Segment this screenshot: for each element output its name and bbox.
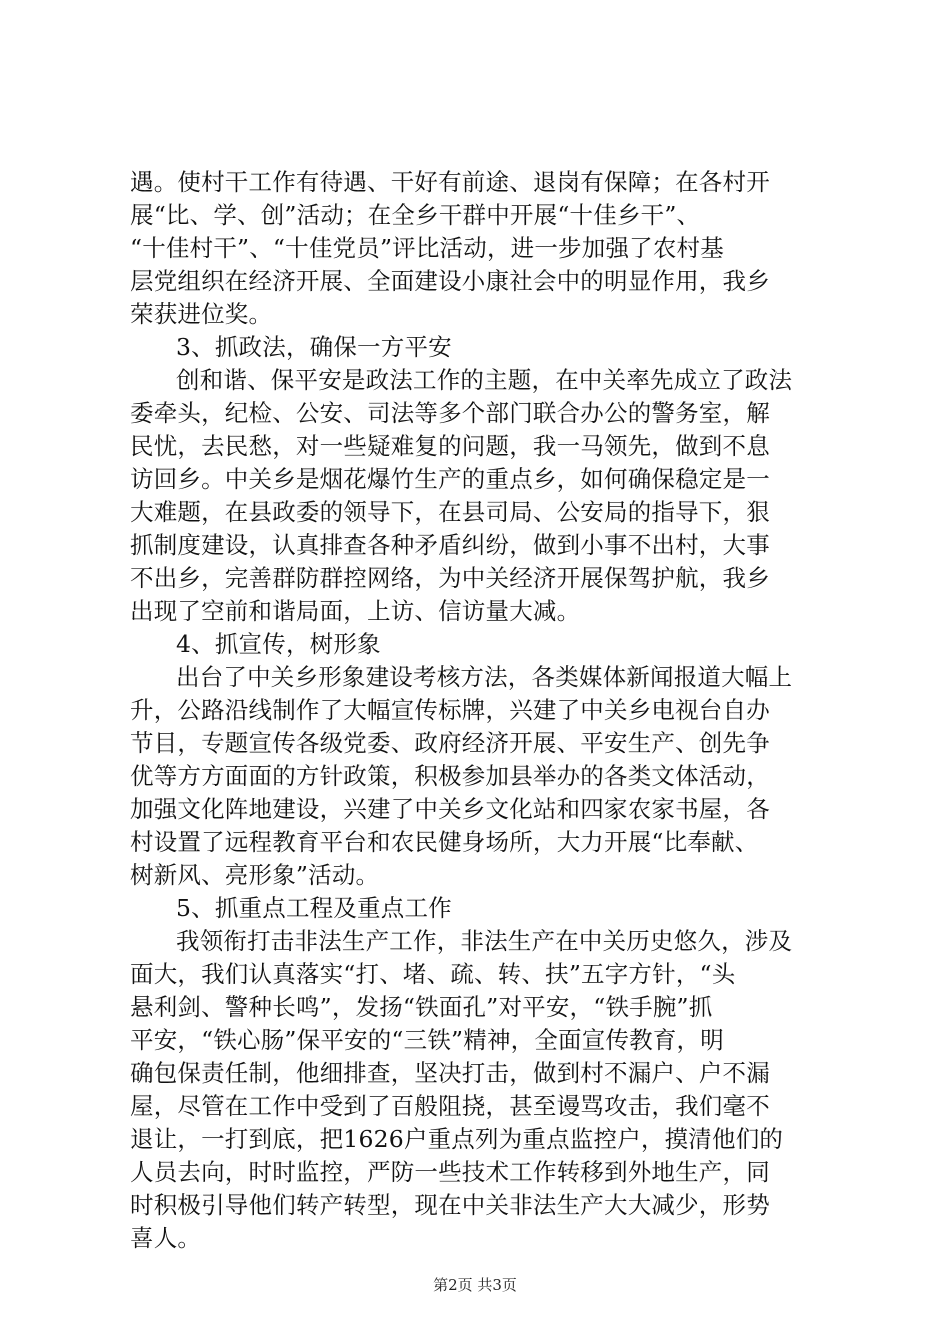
text-line: 委牵头，纪检、公安、司法等多个部门联合办公的警务室，解 bbox=[130, 399, 770, 427]
text-line: 悬利剑、警种长鸣”，发扬“铁面孔”对平安，“铁手腕”抓 bbox=[130, 993, 713, 1021]
text-line: 退让，一打到底，把1626户重点列为重点监控户，摸清他们的 bbox=[130, 1125, 784, 1153]
text-line: 屋，尽管在工作中受到了百般阻挠，甚至谩骂攻击，我们毫不 bbox=[130, 1092, 770, 1120]
text-line: 不出乡，完善群防群控网络，为中关经济开展保驾护航，我乡 bbox=[130, 564, 770, 592]
text-line: 我领衔打击非法生产工作，非法生产在中关历史悠久，涉及 bbox=[176, 927, 793, 955]
text-line: 喜人。 bbox=[130, 1224, 202, 1252]
text-line: 村设置了远程教育平台和农民健身场所，大力开展“比奉献、 bbox=[130, 828, 759, 856]
text-line: 访回乡。中关乡是烟花爆竹生产的重点乡，如何确保稳定是一 bbox=[130, 465, 770, 493]
text-line: 出现了空前和谐局面，上访、信访量大减。 bbox=[130, 597, 581, 625]
text-line: 大难题，在县政委的领导下，在县司局、公安局的指导下，狠 bbox=[130, 498, 770, 526]
text-line: 遇。使村干工作有待遇、干好有前途、退岗有保障；在各村开 bbox=[130, 168, 770, 196]
text-line: 升，公路沿线制作了大幅宣传标牌，兴建了中关乡电视台自办 bbox=[130, 696, 770, 724]
text-line: 树新风、亮形象”活动。 bbox=[130, 861, 380, 889]
text-line: 加强文化阵地建设，兴建了中关乡文化站和四家农家书屋，各 bbox=[130, 795, 770, 823]
text-line: 平安，“铁心肠”保平安的“三铁”精神，全面宣传教育，明 bbox=[130, 1026, 724, 1054]
text-line: 时积极引导他们转产转型，现在中关非法生产大大减少，形势 bbox=[130, 1191, 770, 1219]
text-line: “十佳村干”、“十佳党员”评比活动，进一步加强了农村基 bbox=[130, 234, 724, 262]
text-line: 优等方方面面的方针政策，积极参加县举办的各类文体活动， bbox=[130, 762, 770, 790]
text-line: 荣获进位奖。 bbox=[130, 300, 273, 328]
text-line: 4、抓宣传，树形象 bbox=[176, 630, 381, 658]
text-line: 5、抓重点工程及重点工作 bbox=[176, 894, 452, 922]
text-line: 人员去向，时时监控，严防一些技术工作转移到外地生产，同 bbox=[130, 1158, 770, 1186]
text-line: 展“比、学、创”活动；在全乡干群中开展“十佳乡干”、 bbox=[130, 201, 701, 229]
text-line: 确包保责任制，他细排查，坚决打击，做到村不漏户、户不漏 bbox=[130, 1059, 770, 1087]
page-footer: 第2页 共3页 bbox=[433, 1276, 517, 1294]
text-line: 出台了中关乡形象建设考核方法，各类媒体新闻报道大幅上 bbox=[176, 663, 793, 691]
text-line: 民忧，去民愁，对一些疑难复的问题，我一马领先，做到不息 bbox=[130, 432, 770, 460]
text-line: 抓制度建设，认真排查各种矛盾纠纷，做到小事不出村，大事 bbox=[130, 531, 770, 559]
text-line: 3、抓政法，确保一方平安 bbox=[176, 333, 452, 361]
text-line: 创和谐、保平安是政法工作的主题，在中关率先成立了政法 bbox=[176, 366, 793, 394]
document-body bbox=[130, 166, 830, 1255]
text-line: 节目，专题宣传各级党委、政府经济开展、平安生产、创先争 bbox=[130, 729, 770, 757]
text-line: 层党组织在经济开展、全面建设小康社会中的明显作用，我乡 bbox=[130, 267, 770, 295]
text-line: 面大，我们认真落实“打、堵、疏、转、扶”五字方针，“头 bbox=[130, 960, 736, 988]
